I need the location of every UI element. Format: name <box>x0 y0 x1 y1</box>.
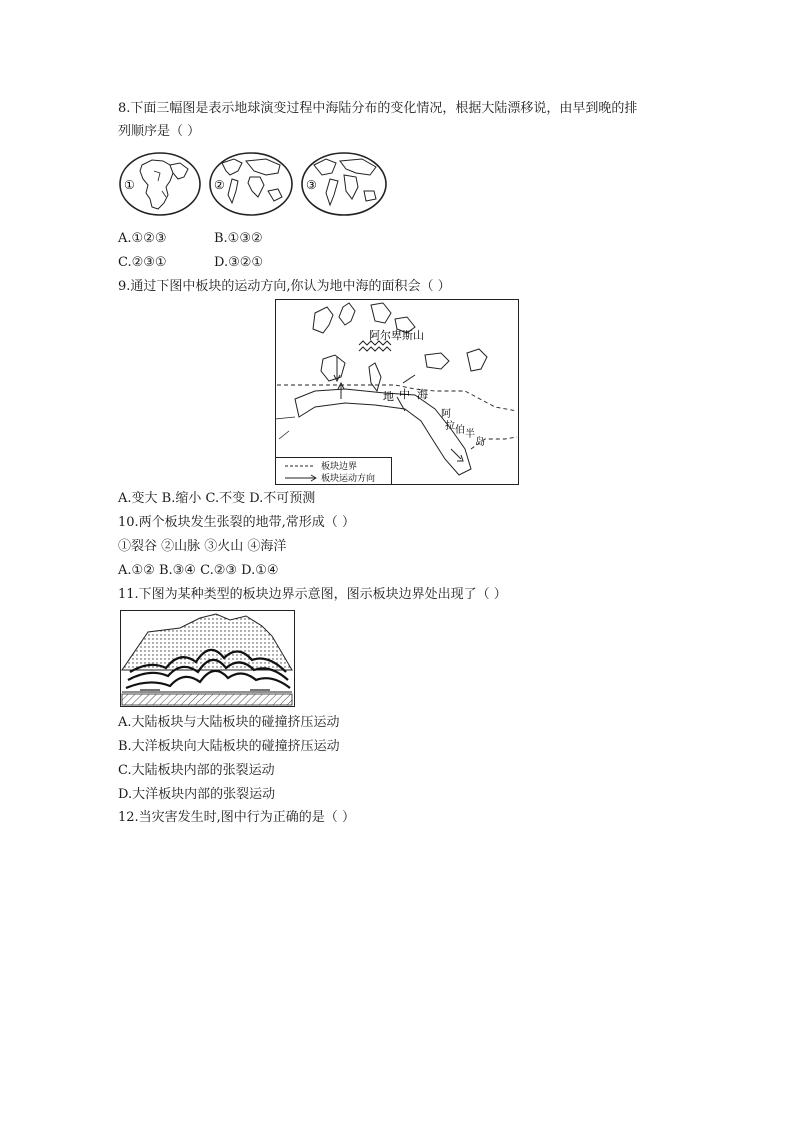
q8-option-c[interactable]: C.②③① <box>118 255 167 270</box>
q8-option-b[interactable]: B.①③② <box>214 231 263 246</box>
sea-label-3: 海 <box>417 388 428 401</box>
map-1-pangaea <box>120 153 200 215</box>
q11-option-a[interactable]: A.大陆板块与大陆板块的碰撞挤压运动 <box>118 715 340 730</box>
q9-options: A.变大 B.缩小 C.不变 D.不可预测 <box>118 491 316 506</box>
q8-option-d[interactable]: D.③②① <box>214 255 264 270</box>
map-3-continents <box>302 153 386 215</box>
q9-mediterranean-map <box>275 299 519 485</box>
q8-stem-line2: 列顺序是（ ） <box>118 124 201 139</box>
q8-options-row1 <box>118 231 263 247</box>
q8-continent-maps <box>118 151 390 217</box>
legend-direction-label: 板块运动方向 <box>321 474 376 484</box>
arabia-label-3: 伯 <box>455 425 465 436</box>
q8-option-a[interactable]: A.①②③ <box>118 231 167 246</box>
q11-option-b[interactable]: B.大洋板块向大陆板块的碰撞挤压运动 <box>118 739 340 754</box>
legend-boundary-label: 板块边界 <box>321 462 358 472</box>
q11-plate-boundary-diagram <box>120 610 295 707</box>
arabia-label-1: 阿 <box>441 409 451 420</box>
q10-options: A.①② B.③④ C.②③ D.①④ <box>118 563 279 578</box>
q11-option-c[interactable]: C.大陆板块内部的张裂运动 <box>118 763 275 778</box>
q8-options-row2 <box>118 255 263 271</box>
q10-choices: ①裂谷 ②山脉 ③火山 ④海洋 <box>118 539 287 554</box>
q11-stem: 11.下图为某种类型的板块边界示意图，图示板块边界处出现了（ ） <box>118 587 507 602</box>
sea-label-2: 中 <box>399 388 410 401</box>
map-2-label: ② <box>214 178 225 192</box>
q11-option-d[interactable]: D.大洋板块内部的张裂运动 <box>118 787 276 802</box>
alps-label: 阿尔卑斯山 <box>369 329 424 342</box>
sea-label-1: 地 <box>383 390 394 403</box>
q10-stem: 10.两个板块发生张裂的地带,常形成（ ） <box>118 515 355 530</box>
map-3-label: ③ <box>306 178 317 192</box>
arabia-label-5: 岛 <box>475 437 485 448</box>
arabia-label-4: 半 <box>465 429 475 440</box>
map-2-continents <box>210 153 292 215</box>
arabia-label-2: 拉 <box>445 421 455 432</box>
q8-stem-line1: 8.下面三幅图是表示地球演变过程中海陆分布的变化情况，根据大陆漂移说，由早到晚的排 <box>118 101 638 116</box>
q12-stem: 12.当灾害发生时,图中行为正确的是（ ） <box>118 810 355 825</box>
map-1-label: ① <box>124 178 135 192</box>
q9-stem: 9.通过下图中板块的运动方向,你认为地中海的面积会（ ） <box>118 279 451 294</box>
